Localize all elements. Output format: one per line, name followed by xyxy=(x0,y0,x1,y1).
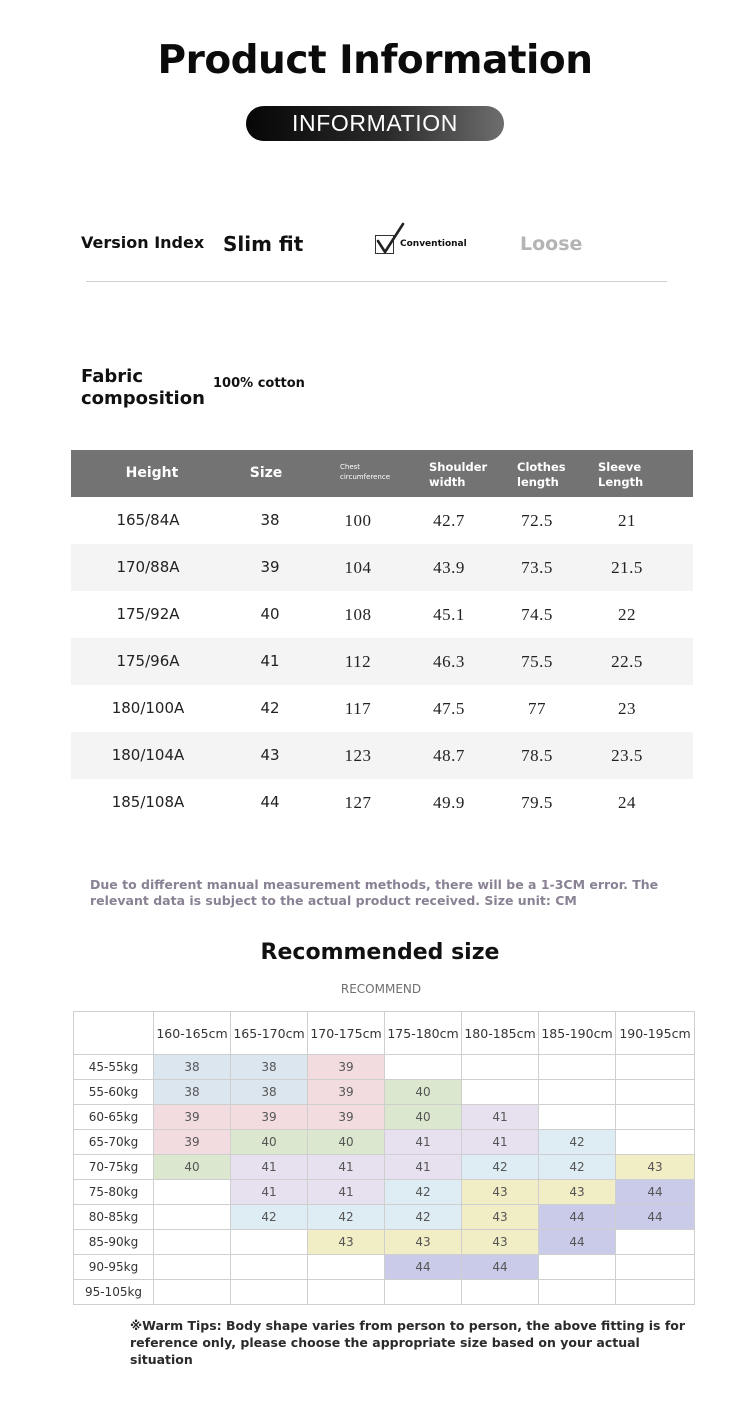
recommended-size-cell: 40 xyxy=(154,1155,231,1180)
size-table-cell: 108 xyxy=(344,605,372,624)
size-table-row xyxy=(71,497,693,544)
recommended-size-cell xyxy=(616,1255,695,1280)
recommended-size-cell xyxy=(616,1130,695,1155)
recommended-size-cell xyxy=(231,1255,308,1280)
grid-row xyxy=(74,1205,695,1230)
size-table-cell: 112 xyxy=(344,652,372,671)
size-table-row xyxy=(71,638,693,685)
recommended-size-cell: 40 xyxy=(385,1080,462,1105)
size-table-cell: 48.7 xyxy=(433,746,465,765)
recommended-size-cell xyxy=(308,1255,385,1280)
recommended-size-title: Recommended size xyxy=(260,940,500,965)
size-table-header-cell xyxy=(429,450,487,497)
recommended-size-cell: 39 xyxy=(154,1105,231,1130)
recommended-size-cell xyxy=(616,1280,695,1305)
size-table-header-cell xyxy=(517,450,566,497)
recommended-size-cell: 42 xyxy=(539,1155,616,1180)
size-table-row xyxy=(71,779,693,826)
size-table-header-cell xyxy=(340,450,390,497)
recommended-size-cell xyxy=(539,1105,616,1130)
recommended-size-cell: 43 xyxy=(539,1180,616,1205)
size-table-cell: 43 xyxy=(260,746,280,764)
measurement-note: Due to different manual measurement methods, there will be a 1-3CM error. The relevant data is subject to the actual product received. Size unit: CM xyxy=(90,877,659,908)
recommended-size-cell: 42 xyxy=(231,1205,308,1230)
size-table-header-text: Length xyxy=(598,475,644,489)
weight-range-label: 75-80kg xyxy=(74,1180,154,1205)
size-table-header-text: length xyxy=(517,475,559,489)
weight-range-label: 70-75kg xyxy=(74,1155,154,1180)
weight-range-label: 95-105kg xyxy=(74,1280,154,1305)
recommended-size-cell: 39 xyxy=(308,1055,385,1080)
recommended-size-cell xyxy=(462,1055,539,1080)
recommended-size-cell xyxy=(154,1255,231,1280)
recommended-size-cell: 43 xyxy=(616,1155,695,1180)
recommended-size-cell xyxy=(539,1055,616,1080)
size-table-cell: 127 xyxy=(344,793,372,812)
size-table-cell: 75.5 xyxy=(521,652,553,671)
recommended-size-cell xyxy=(616,1230,695,1255)
recommended-size-cell: 38 xyxy=(231,1055,308,1080)
grid-row xyxy=(74,1155,695,1180)
height-range-header: 165-170cm xyxy=(231,1012,308,1055)
size-table-header-text: width xyxy=(429,475,466,489)
weight-range-label: 60-65kg xyxy=(74,1105,154,1130)
grid-row xyxy=(74,1055,695,1080)
recommended-size-cell xyxy=(462,1080,539,1105)
height-range-header: 190-195cm xyxy=(616,1012,695,1055)
recommended-size-cell: 41 xyxy=(385,1130,462,1155)
size-table-cell: 180/100A xyxy=(111,699,185,717)
recommended-size-cell: 39 xyxy=(308,1105,385,1130)
recommended-size-cell: 44 xyxy=(462,1255,539,1280)
recommended-size-cell: 38 xyxy=(231,1080,308,1105)
grid-header-row xyxy=(74,1012,695,1055)
size-table-cell: 74.5 xyxy=(521,605,553,624)
size-table-row xyxy=(71,685,693,732)
recommended-size-cell: 41 xyxy=(462,1130,539,1155)
recommended-size-cell: 44 xyxy=(385,1255,462,1280)
recommended-size-cell xyxy=(154,1230,231,1255)
size-table-cell: 47.5 xyxy=(433,699,465,718)
recommended-size-cell xyxy=(231,1230,308,1255)
recommended-size-cell xyxy=(616,1080,695,1105)
height-range-header: 180-185cm xyxy=(462,1012,539,1055)
size-table-cell: 22 xyxy=(618,605,636,624)
recommended-size-cell: 39 xyxy=(231,1105,308,1130)
weight-range-label: 55-60kg xyxy=(74,1080,154,1105)
grid-row xyxy=(74,1255,695,1280)
size-table-cell: 44 xyxy=(260,793,280,811)
size-table-cell: 165/84A xyxy=(116,511,180,529)
size-table-cell: 49.9 xyxy=(433,793,465,812)
size-table-header-text: Clothes xyxy=(517,460,566,474)
recommended-size-cell: 43 xyxy=(462,1205,539,1230)
weight-range-label: 90-95kg xyxy=(74,1255,154,1280)
size-table-cell: 104 xyxy=(344,558,372,577)
recommended-size-cell: 40 xyxy=(385,1105,462,1130)
recommended-size-cell: 39 xyxy=(308,1080,385,1105)
information-badge: INFORMATION xyxy=(246,106,504,141)
height-range-header: 170-175cm xyxy=(308,1012,385,1055)
warm-tip-note: ※Warm Tips: Body shape varies from person to person, the above fitting is for reference only, please choose the appropriate size based on your actual situation xyxy=(130,1318,686,1367)
recommended-size-cell xyxy=(154,1180,231,1205)
size-table-cell: 175/96A xyxy=(116,652,180,670)
size-table-cell: 23.5 xyxy=(611,746,643,765)
size-table-cell: 180/104A xyxy=(111,746,185,764)
recommended-size-cell: 41 xyxy=(385,1155,462,1180)
recommended-size-cell: 41 xyxy=(308,1155,385,1180)
size-table-header-text: Size xyxy=(249,465,283,481)
fit-option-conventional: Conventional xyxy=(400,239,467,249)
recommended-size-cell xyxy=(616,1105,695,1130)
recommended-size-cell xyxy=(539,1280,616,1305)
grid-row xyxy=(74,1130,695,1155)
weight-range-label: 80-85kg xyxy=(74,1205,154,1230)
version-index-label: Version Index xyxy=(81,233,205,252)
fabric-composition-value: 100% cotton xyxy=(213,376,305,391)
height-range-header: 185-190cm xyxy=(539,1012,616,1055)
fit-option-loose: Loose xyxy=(520,233,583,255)
size-table-header-text: Shoulder xyxy=(429,460,488,474)
recommended-size-cell: 38 xyxy=(154,1055,231,1080)
size-table-header-text: Chest xyxy=(340,463,361,471)
fit-option-slim: Slim fit xyxy=(223,232,304,256)
recommended-size-cell: 43 xyxy=(462,1180,539,1205)
size-table-cell: 38 xyxy=(260,511,280,529)
grid-row xyxy=(74,1230,695,1255)
weight-range-label: 45-55kg xyxy=(74,1055,154,1080)
size-table-cell: 46.3 xyxy=(433,652,465,671)
size-table-cell: 42.7 xyxy=(433,511,465,530)
size-table-row xyxy=(71,732,693,779)
size-table-header-text: Height xyxy=(125,465,179,481)
recommended-size-cell: 41 xyxy=(231,1155,308,1180)
size-table-cell: 23 xyxy=(618,699,636,718)
size-table-cell: 21.5 xyxy=(611,558,643,577)
recommended-size-cell xyxy=(539,1080,616,1105)
divider xyxy=(86,281,667,282)
recommended-size-cell: 44 xyxy=(539,1230,616,1255)
size-table-cell: 117 xyxy=(344,699,372,718)
size-table-header-text: circumference xyxy=(340,473,391,481)
size-table-cell: 22.5 xyxy=(611,652,643,671)
recommended-size-cell: 41 xyxy=(231,1180,308,1205)
recommended-size-cell xyxy=(462,1280,539,1305)
grid-row xyxy=(74,1280,695,1305)
size-table-header-cell xyxy=(71,450,233,497)
recommended-size-cell: 43 xyxy=(462,1230,539,1255)
recommended-size-cell: 43 xyxy=(385,1230,462,1255)
size-table-cell: 43.9 xyxy=(433,558,465,577)
grid-row xyxy=(74,1105,695,1130)
grid-row xyxy=(74,1080,695,1105)
recommended-size-cell: 41 xyxy=(308,1180,385,1205)
height-range-header: 160-165cm xyxy=(154,1012,231,1055)
size-table-cell: 73.5 xyxy=(521,558,553,577)
height-range-header: 175-180cm xyxy=(385,1012,462,1055)
size-chart-table xyxy=(71,450,693,826)
recommended-size-cell: 42 xyxy=(308,1205,385,1230)
size-table-header-cell xyxy=(221,450,311,497)
recommended-size-cell: 40 xyxy=(308,1130,385,1155)
size-table-cell: 78.5 xyxy=(521,746,553,765)
recommended-size-cell: 44 xyxy=(539,1205,616,1230)
recommended-size-cell: 38 xyxy=(154,1080,231,1105)
recommended-size-cell xyxy=(154,1205,231,1230)
weight-range-label: 85-90kg xyxy=(74,1230,154,1255)
size-table-cell: 41 xyxy=(260,652,280,670)
size-table-cell: 21 xyxy=(618,511,636,530)
recommended-size-cell: 43 xyxy=(308,1230,385,1255)
recommendation-grid xyxy=(73,1011,695,1305)
size-table-row xyxy=(71,544,693,591)
recommended-size-cell xyxy=(385,1280,462,1305)
recommended-size-cell: 42 xyxy=(385,1205,462,1230)
size-table-cell: 79.5 xyxy=(521,793,553,812)
recommended-size-cell: 41 xyxy=(462,1105,539,1130)
recommended-size-cell: 39 xyxy=(154,1130,231,1155)
size-table-cell: 40 xyxy=(260,605,280,623)
grid-corner-cell xyxy=(74,1012,154,1055)
size-table-header-text: Sleeve xyxy=(598,460,642,474)
size-table-cell: 72.5 xyxy=(521,511,553,530)
recommended-size-subtitle: RECOMMEND xyxy=(340,982,422,996)
size-table-cell: 24 xyxy=(618,793,636,812)
recommended-size-cell xyxy=(539,1255,616,1280)
size-table-cell: 39 xyxy=(260,558,280,576)
weight-range-label: 65-70kg xyxy=(74,1130,154,1155)
size-table-cell: 77 xyxy=(528,699,546,718)
size-table-cell: 175/92A xyxy=(116,605,180,623)
size-table-cell: 170/88A xyxy=(116,558,180,576)
page-title: Product Information xyxy=(157,38,593,83)
size-table-header-cell xyxy=(598,450,643,497)
size-table-header xyxy=(71,450,693,497)
recommended-size-cell: 44 xyxy=(616,1205,695,1230)
grid-row xyxy=(74,1180,695,1205)
recommended-size-cell xyxy=(385,1055,462,1080)
recommended-size-cell xyxy=(154,1280,231,1305)
recommended-size-cell: 42 xyxy=(385,1180,462,1205)
recommended-size-cell xyxy=(231,1280,308,1305)
recommended-size-cell xyxy=(616,1055,695,1080)
size-table-cell: 100 xyxy=(344,511,372,530)
recommended-size-cell: 42 xyxy=(539,1130,616,1155)
recommended-size-cell: 42 xyxy=(462,1155,539,1180)
recommended-size-cell: 44 xyxy=(616,1180,695,1205)
recommended-size-cell: 40 xyxy=(231,1130,308,1155)
size-table-row xyxy=(71,591,693,638)
size-table-cell: 123 xyxy=(344,746,372,765)
fabric-composition-label: Fabric composition xyxy=(81,366,205,409)
recommended-size-cell xyxy=(308,1280,385,1305)
size-table-cell: 42 xyxy=(260,699,280,717)
size-table-cell: 185/108A xyxy=(111,793,185,811)
size-table-cell: 45.1 xyxy=(433,605,465,624)
